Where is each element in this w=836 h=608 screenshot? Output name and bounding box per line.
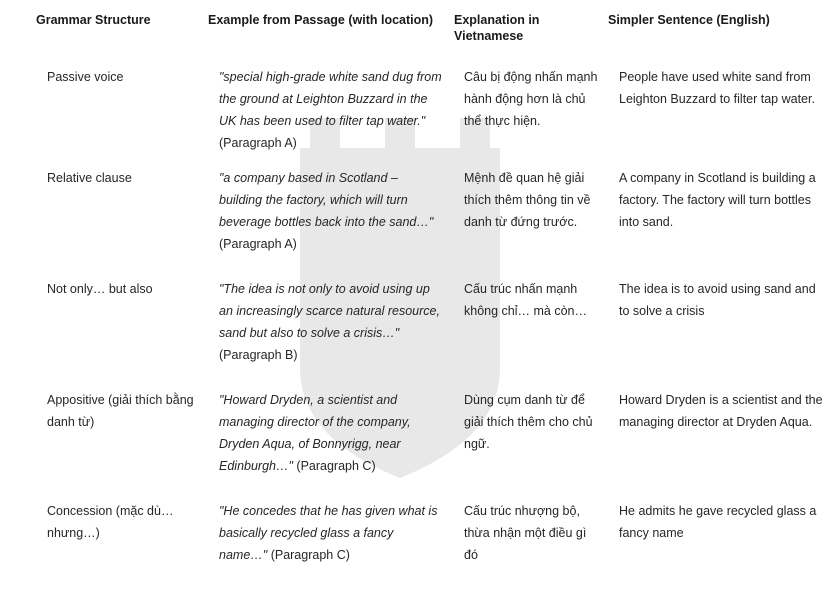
- example-location: (Paragraph A): [219, 136, 297, 150]
- grammar-structure-cell: Passive voice: [47, 70, 124, 84]
- header-example: Example from Passage (with location): [208, 13, 434, 27]
- header-explanation: Explanation in Vietnamese: [454, 13, 540, 43]
- example-quote: "a company based in Scotland – building the factory, which will turn beverage bottles back into the sand…": [219, 171, 434, 229]
- explanation-cell: Câu bị động nhấn mạnh hành động hơn là chủ thể thực hiện.: [464, 70, 598, 128]
- simpler-sentence-cell: Howard Dryden is a scientist and the managing director at Dryden Aqua.: [619, 393, 823, 429]
- table-row: [0, 275, 836, 386]
- grammar-structure-cell: Relative clause: [47, 171, 132, 185]
- grammar-structure-cell: Appositive (giải thích bằng danh từ): [47, 393, 194, 429]
- example-cell: [208, 48, 454, 164]
- table-header-row: [0, 0, 836, 48]
- simpler-sentence-cell: A company in Scotland is building a factory. The factory will turn bottles into sand.: [619, 171, 816, 229]
- example-quote: "The idea is not only to avoid using up an increasingly scarce natural resource, sand but also to solve a crisis…": [219, 282, 440, 340]
- table-row: [0, 48, 836, 164]
- explanation-cell: Cấu trúc nhượng bộ, thừa nhận một điều gì đó: [464, 504, 587, 562]
- header-grammar-structure: Grammar Structure: [36, 13, 151, 27]
- example-quote: "special high-grade white sand dug from the ground at Leighton Buzzard in the UK has been used to filter tap water.": [219, 70, 442, 128]
- table-row: [0, 497, 836, 608]
- simpler-sentence-cell: He admits he gave recycled glass a fancy name: [619, 504, 817, 540]
- table-row: [0, 386, 836, 497]
- grammar-structure-cell: Concession (mặc dù… nhưng…): [47, 504, 174, 540]
- example-quote: "He concedes that he has given what is basically recycled glass a fancy name…": [219, 504, 438, 562]
- simpler-sentence-cell: People have used white sand from Leighton Buzzard to filter tap water.: [619, 70, 815, 106]
- explanation-cell: Cấu trúc nhấn mạnh không chỉ… mà còn…: [464, 282, 587, 318]
- grammar-structure-cell: Not only… but also: [47, 282, 153, 296]
- table-row: [0, 164, 836, 275]
- example-location: (Paragraph A): [219, 237, 297, 251]
- example-quote: "Howard Dryden, a scientist and managing director of the company, Dryden Aqua, of Bonnyrigg, near Edinburgh…": [219, 393, 411, 473]
- example-location: (Paragraph C): [292, 459, 376, 473]
- simpler-sentence-cell: The idea is to avoid using sand and to solve a crisis: [619, 282, 816, 318]
- example-cell: [208, 275, 454, 386]
- example-location: (Paragraph B): [219, 348, 298, 362]
- example-cell: [208, 164, 454, 275]
- header-simpler-sentence: Simpler Sentence (English): [608, 13, 770, 27]
- explanation-cell: Dùng cụm danh từ để giải thích thêm cho chủ ngữ.: [464, 393, 593, 451]
- example-cell: [208, 386, 454, 497]
- example-cell: [208, 497, 454, 608]
- example-location: (Paragraph C): [267, 548, 350, 562]
- explanation-cell: Mệnh đề quan hệ giải thích thêm thông tin về danh từ đứng trước.: [464, 171, 591, 229]
